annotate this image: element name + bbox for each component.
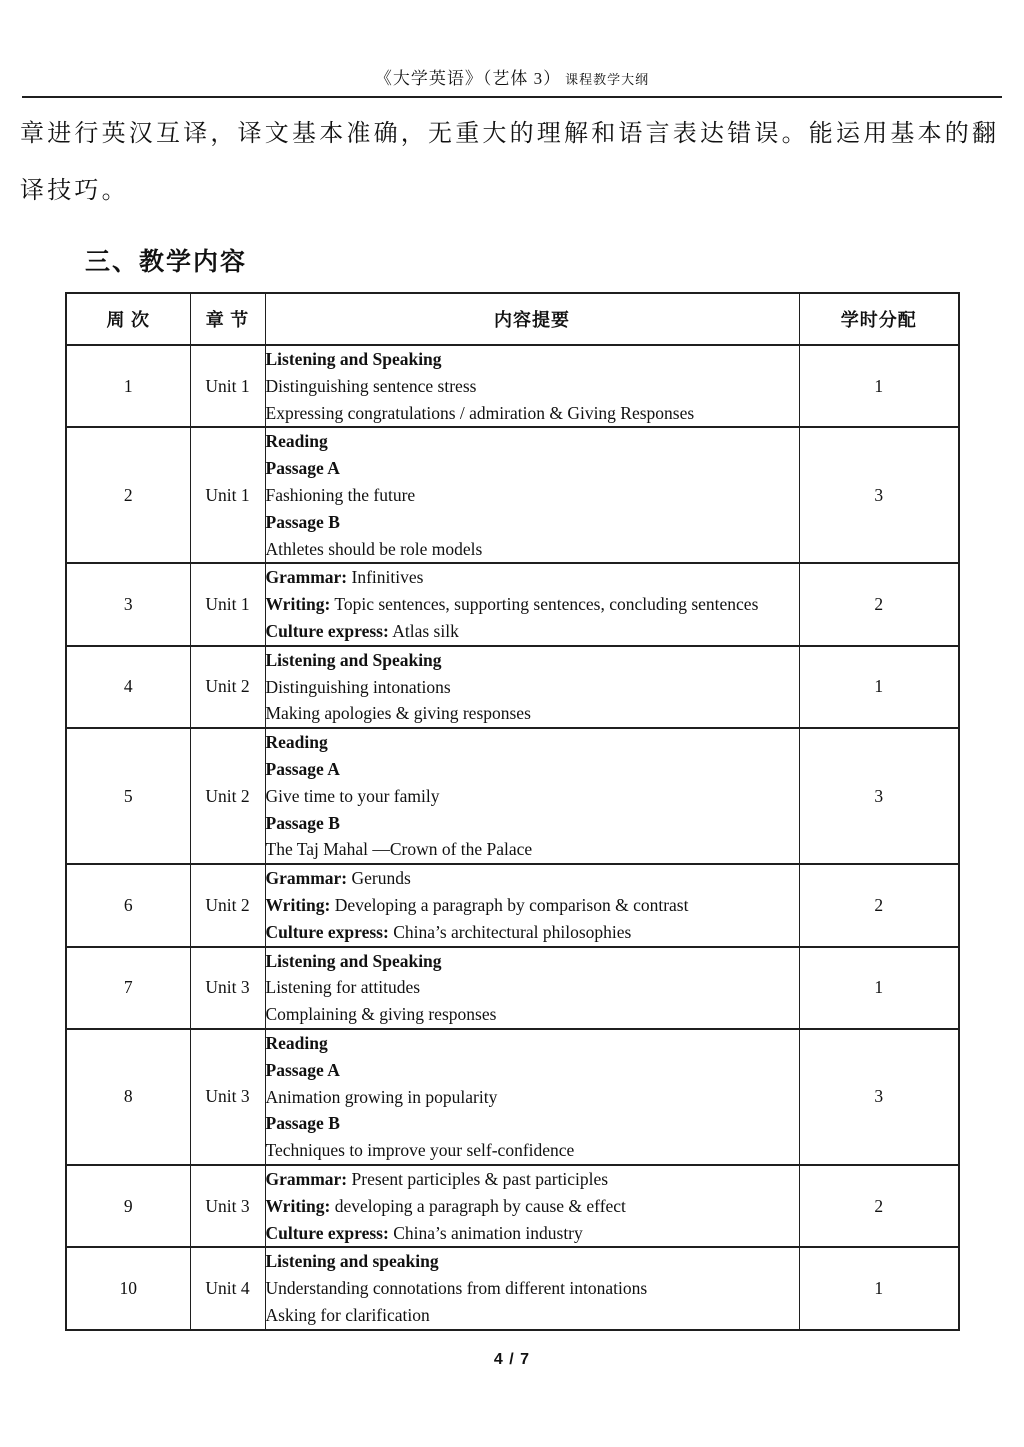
week-cell: 10 [66,1247,190,1329]
content-line: Writing: developing a paragraph by cause & effect [265,1195,626,1216]
unit-cell: Unit 4 [190,1247,265,1329]
table-row [66,1247,959,1329]
hours-cell: 1 [799,1247,959,1329]
unit-cell: Unit 2 [190,864,265,946]
body-paragraph [20,106,1004,220]
unit-cell: Unit 2 [190,646,265,728]
unit-cell: Unit 2 [190,728,265,864]
week-cell: 5 [66,728,190,864]
week-cell: 7 [66,947,190,1029]
table-row [66,646,959,728]
content-line: Passage A [265,1059,340,1080]
content-line: Asking for clarification [265,1304,430,1325]
content-line: Give time to your family [265,785,440,806]
content-line: Grammar: Present participles & past participles [265,1168,609,1189]
table-row [66,728,959,864]
content-cell [265,345,799,427]
content-line: Making apologies & giving responses [265,703,531,724]
content-line: Understanding connotations from different intonations [265,1278,648,1299]
section-heading: 三、教学内容 [85,248,248,276]
content-line: Complaining & giving responses [265,1004,497,1025]
content-line: Culture express: China’s animation industry [265,1222,583,1243]
content-line: Listening and Speaking [265,349,442,369]
table-body [66,345,959,1330]
table-header-row [66,293,959,345]
table-row [66,345,959,427]
content-line: Reading [265,431,328,452]
week-cell: 6 [66,864,190,946]
content-line: Listening and speaking [265,1251,439,1272]
week-cell: 4 [66,646,190,728]
table-row [66,947,959,1029]
hours-cell: 1 [799,947,959,1029]
week-cell: 9 [66,1165,190,1247]
content-cell [265,947,799,1029]
content-cell [265,728,799,864]
content-line: Athletes should be role models [265,538,483,559]
table-row [66,1029,959,1165]
column-header-chapter: 章 节 [190,293,265,345]
content-line: Listening and Speaking [265,950,442,971]
week-cell: 2 [66,427,190,563]
content-line: Culture express: China’s architectural philosophies [265,921,632,942]
content-line: Writing: Topic sentences, supporting sentences, concluding sentences [265,594,759,615]
content-line: Grammar: Infinitives [265,567,424,588]
teaching-content-table [65,292,960,1331]
week-cell: 8 [66,1029,190,1165]
column-header-hours: 学时分配 [799,293,959,345]
week-cell: 3 [66,563,190,645]
document-title-suffix: 课程教学大纲 [565,72,650,87]
hours-cell: 3 [799,1029,959,1165]
hours-cell: 1 [799,345,959,427]
hours-cell: 3 [799,427,959,563]
content-line: Passage B [265,511,340,532]
content-cell [265,563,799,645]
content-line: Distinguishing sentence stress [265,375,477,396]
unit-cell: Unit 1 [190,427,265,563]
content-cell [265,646,799,728]
content-line: Writing: Developing a paragraph by comparison & contrast [265,894,689,915]
content-line: Distinguishing intonations [265,676,451,697]
content-line: Fashioning the future [265,484,416,505]
page-number: 4 / 7 [493,1350,531,1368]
content-line: Listening and Speaking [265,649,442,670]
week-cell: 1 [66,345,190,427]
hours-cell: 2 [799,864,959,946]
paragraph-line: 章进行英汉互译，译文基本准确，无重大的理解和语言表达错误。能运用基本的翻 [20,121,1000,147]
unit-cell: Unit 3 [190,947,265,1029]
hours-cell: 3 [799,728,959,864]
content-cell [265,864,799,946]
content-line: Passage B [265,812,340,833]
content-cell [265,1165,799,1247]
content-cell [265,1029,799,1165]
content-line: Listening for attitudes [265,977,421,998]
content-line: Reading [265,732,328,753]
unit-cell: Unit 3 [190,1165,265,1247]
content-cell [265,427,799,563]
header-rule [22,96,1002,98]
document-title: 《大学英语》（艺体 3） [374,69,562,88]
content-line: Techniques to improve your self-confidence [265,1140,575,1161]
content-line: Passage B [265,1113,340,1134]
content-line: The Taj Mahal —Crown of the Palace [265,839,533,860]
hours-cell: 2 [799,563,959,645]
content-line: Animation growing in popularity [265,1086,498,1107]
column-header-week: 周 次 [66,293,190,345]
table-row [66,563,959,645]
content-line: Passage A [265,458,340,479]
content-line: Reading [265,1032,328,1053]
hours-cell: 1 [799,646,959,728]
content-line: Expressing congratulations / admiration & Giving Responses [265,402,695,423]
content-line: Grammar: Gerunds [265,868,411,889]
hours-cell: 2 [799,1165,959,1247]
content-cell [265,1247,799,1329]
running-header [0,0,1024,89]
unit-cell: Unit 1 [190,563,265,645]
table-row [66,1165,959,1247]
unit-cell: Unit 3 [190,1029,265,1165]
content-line: Passage A [265,758,340,779]
content-line: Culture express: Atlas silk [265,620,459,641]
table-row [66,427,959,563]
paragraph-line: 译技巧。 [20,178,129,204]
unit-cell: Unit 1 [190,345,265,427]
table-row [66,864,959,946]
column-header-summary: 内容提要 [265,293,799,345]
